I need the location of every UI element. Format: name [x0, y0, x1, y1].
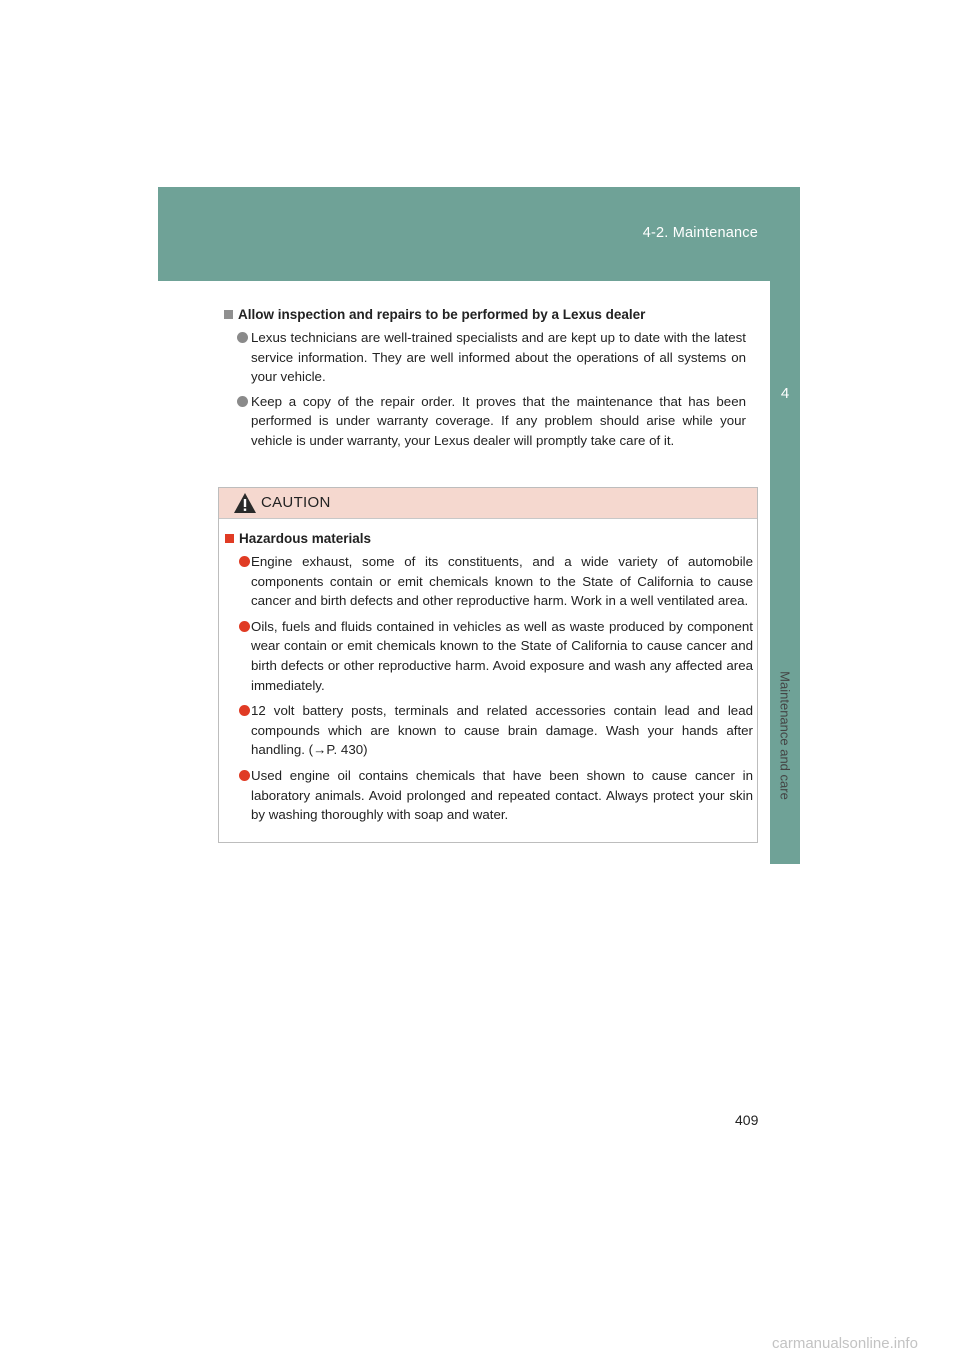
info-section: [224, 307, 746, 456]
header-band: [158, 187, 800, 281]
caution-title: CAUTION: [261, 494, 331, 511]
info-heading-text: Allow inspection and repairs to be performed by a Lexus dealer: [238, 307, 646, 322]
caution-bullet-text: Oils, fuels and fluids contained in vehicles as well as waste produced by component wear contain or emit chemicals known to the State of California to cause cancer and birth defects or other reproductive harm. Avoid exposure and wash any affected area immediately.: [251, 618, 753, 693]
chapter-side-tab[interactable]: [770, 281, 800, 864]
section-title: 4-2. Maintenance: [642, 225, 758, 241]
circle-bullet-icon: [239, 705, 250, 716]
info-heading: [224, 307, 746, 322]
square-bullet-icon: [225, 534, 234, 543]
caution-bullet: [225, 766, 753, 825]
circle-bullet-icon: [239, 770, 250, 781]
caution-bullet: [225, 701, 753, 760]
caution-bullet-text: Used engine oil contains chemicals that have been shown to cause cancer in laboratory animals. Avoid prolonged and repeated contact. Always protect your skin by washing thoroughly with soap and water.: [251, 767, 753, 823]
caution-bullet-text: Engine exhaust, some of its constituents, and a wide variety of automobile components contain or emit chemicals known to the State of California to cause cancer and birth defects and other reproductive harm. Work in a well ventilated area.: [251, 554, 753, 609]
info-bullet: [224, 328, 746, 387]
caution-heading-text: Hazardous materials: [239, 531, 372, 546]
info-bullet-text: Lexus technicians are well-trained specialists and are kept up to date with the latest service information. They are well informed about the operations of all systems on your vehicle.: [251, 330, 746, 385]
circle-bullet-icon: [239, 556, 250, 567]
caution-box: [218, 487, 758, 843]
circle-bullet-icon: [237, 332, 248, 343]
watermark: carmanualsonline.info: [772, 1335, 918, 1352]
caution-body: [225, 531, 753, 831]
circle-bullet-icon: [239, 621, 250, 632]
caution-heading: [225, 531, 753, 546]
caution-bullet: [225, 552, 753, 611]
chapter-number: 4: [780, 385, 790, 402]
info-bullet-text: Keep a copy of the repair order. It proves that the maintenance that has been performed is under warranty coverage. If any problem should arise while your vehicle is under warranty, your Lexus dealer will promptly take care of it.: [251, 393, 746, 448]
page-number: 409: [735, 1112, 759, 1128]
circle-bullet-icon: [237, 396, 248, 407]
info-bullet: [224, 392, 746, 451]
caution-bullet-text: 12 volt battery posts, terminals and related accessories contain lead and lead compounds which are known to cause brain damage. Wash your hands after handling. (→P. 430): [251, 703, 753, 758]
warning-triangle-icon: [233, 492, 257, 514]
caution-header: [219, 488, 757, 519]
chapter-label: Maintenance and care: [777, 671, 793, 800]
caution-bullet: [225, 617, 753, 695]
square-bullet-icon: [224, 310, 233, 319]
